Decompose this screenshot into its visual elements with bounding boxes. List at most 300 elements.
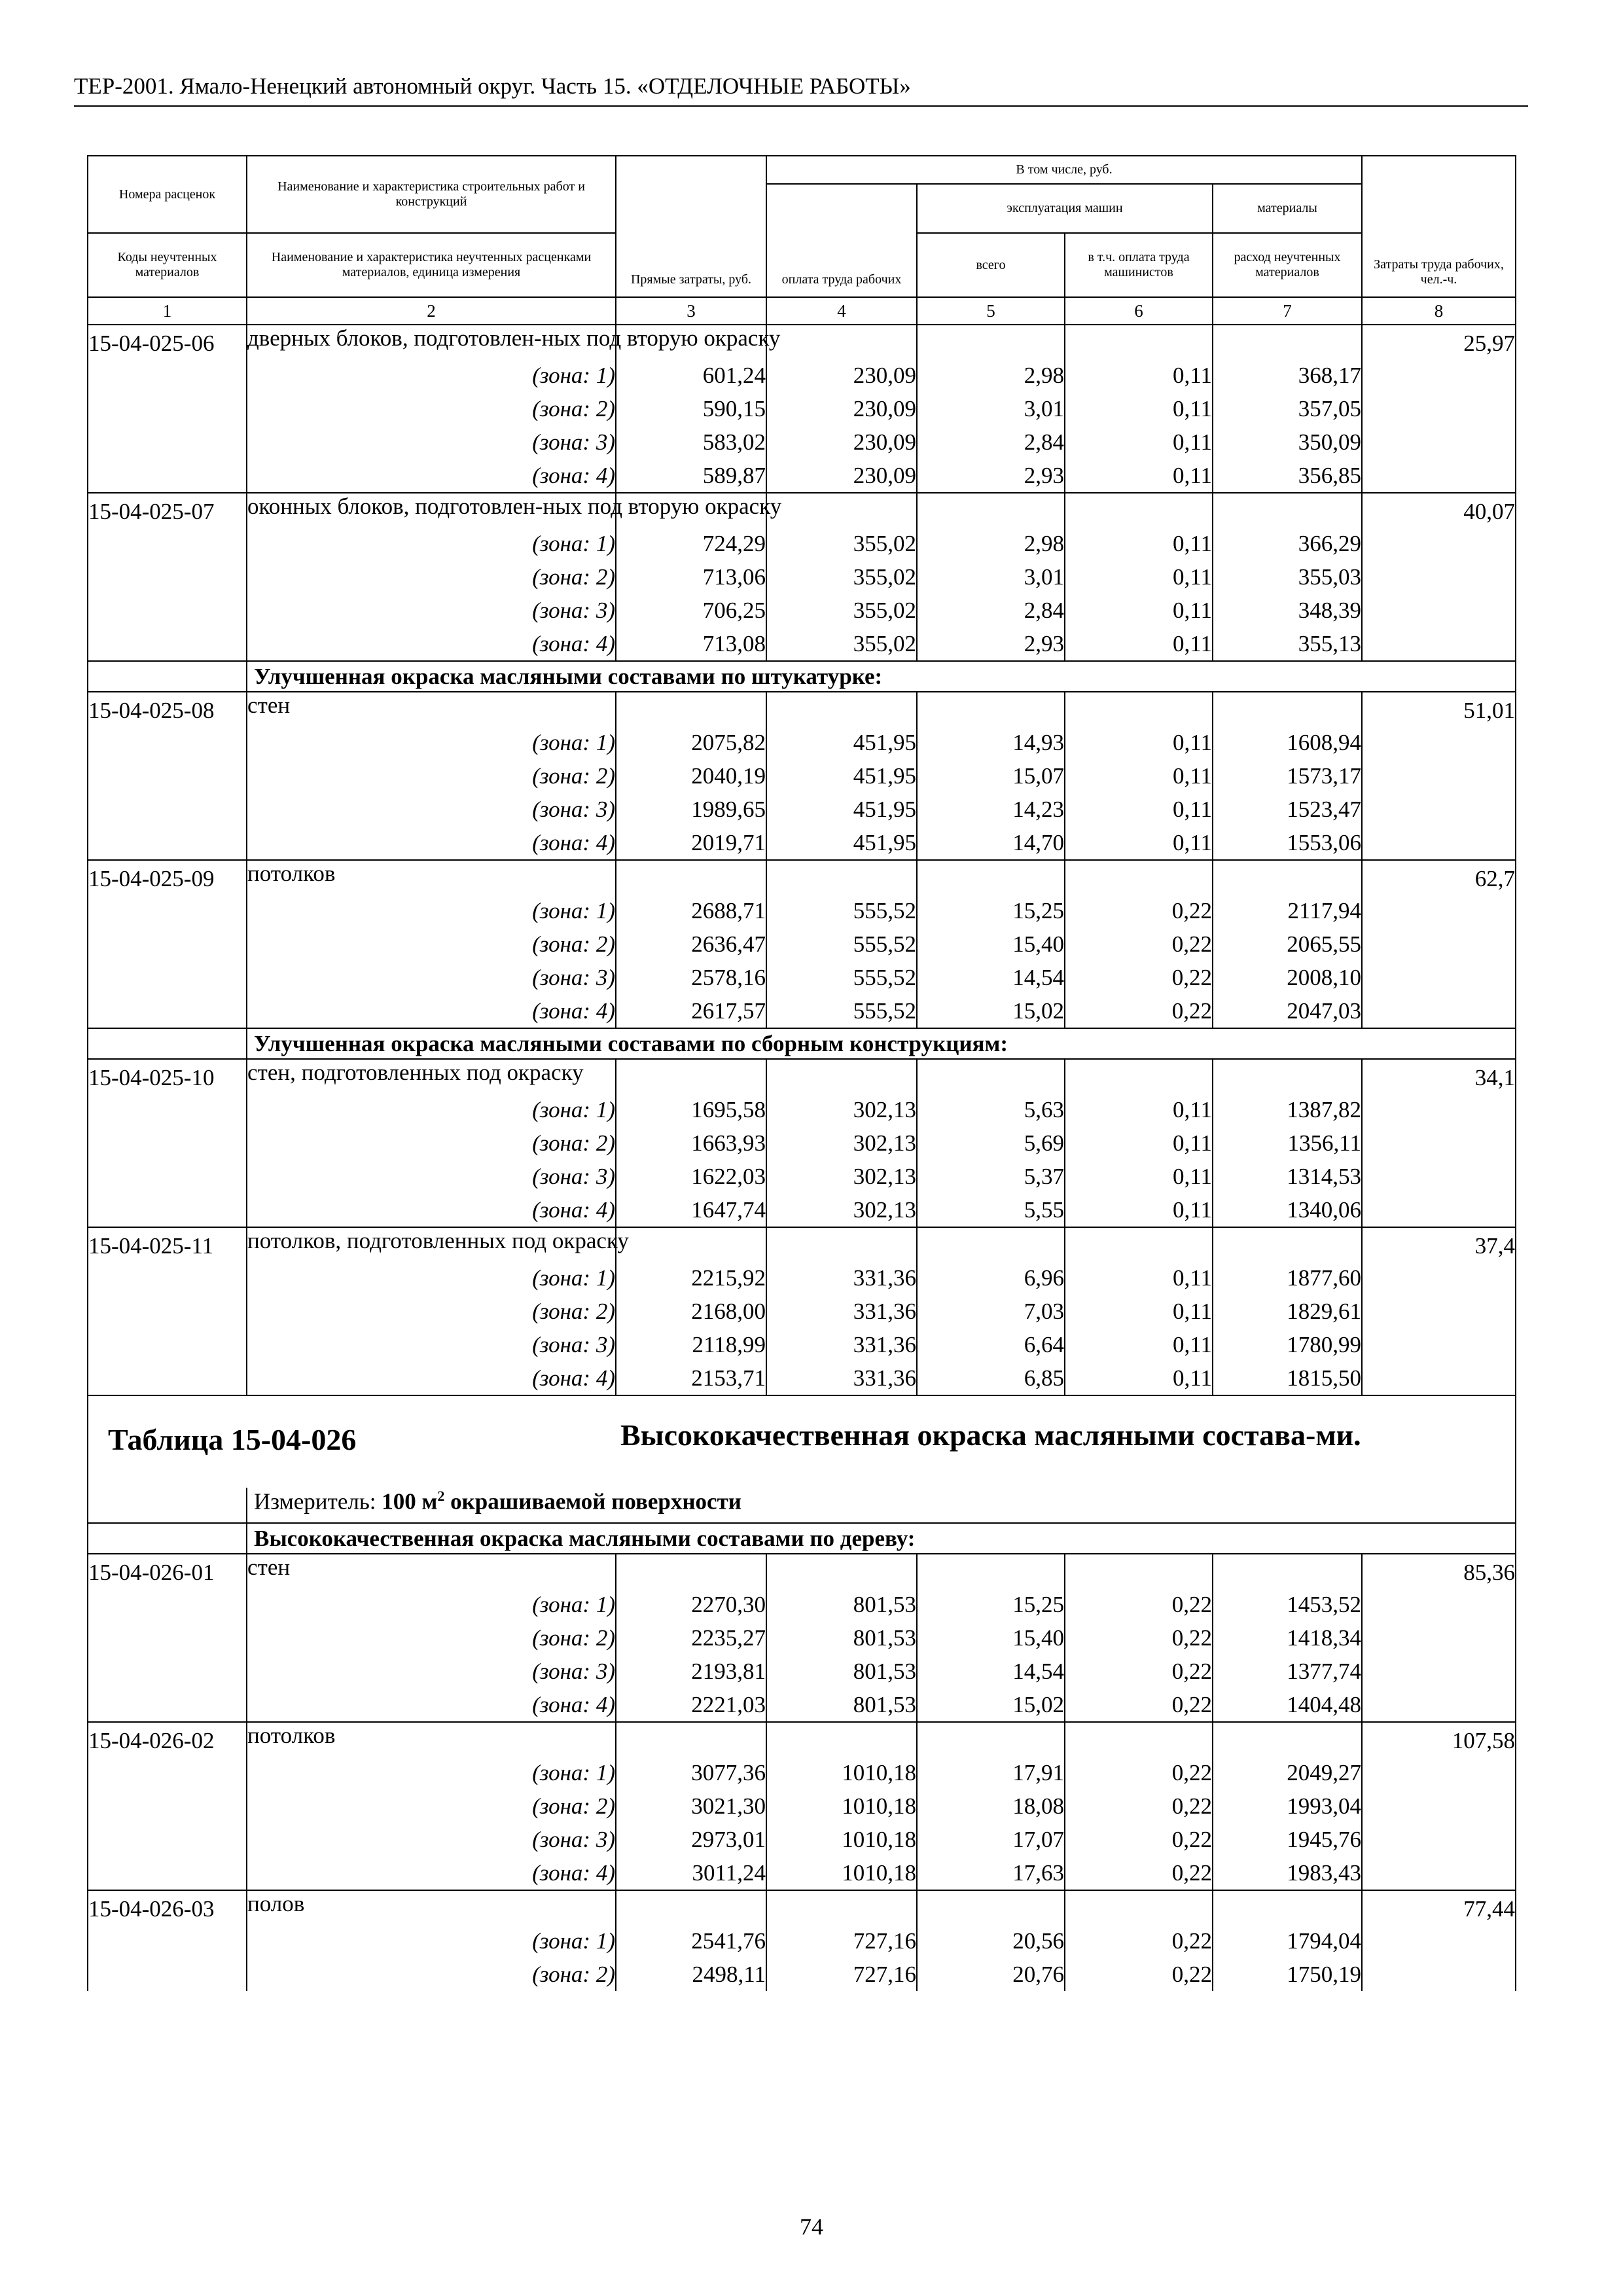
empty-cell [917,1554,1065,1588]
rates-table [87,155,1516,1991]
section-code-cell [88,1028,247,1059]
section-title: Высококачественная окраска масляными составами по дереву: [247,1523,1516,1554]
rate-code: 15-04-026-03 [88,1890,247,1991]
empty-cell [616,860,766,894]
machinists-wage: 0,11 [1065,726,1213,759]
machinists-wage: 0,22 [1065,994,1213,1028]
zone-row [88,425,1516,459]
machinists-wage: 0,11 [1065,1093,1213,1126]
empty-cell [766,1722,917,1756]
empty-cell [1213,1722,1362,1756]
machines-total: 6,96 [917,1261,1065,1295]
materials-cost: 1993,04 [1213,1789,1362,1823]
machinists-wage: 0,22 [1065,1823,1213,1856]
direct-costs: 2193,81 [616,1655,766,1688]
zone-row [88,1958,1516,1991]
worker-wage: 1010,18 [766,1856,917,1890]
column-number: 4 [766,297,917,325]
zone-label: (зона: 2) [247,1126,616,1160]
labor-costs-header: Затраты труда рабочих, чел.-ч. [1362,156,1516,297]
worker-wage: 230,09 [766,459,917,493]
empty-cell [917,325,1065,359]
measurement-value: 100 м [382,1488,438,1515]
zone-row [88,359,1516,392]
zone-row [88,1295,1516,1328]
col1-top-header: Номера расценок [88,156,247,233]
zone-row [88,1655,1516,1688]
materials-cost: 1780,99 [1213,1328,1362,1361]
zone-label: (зона: 3) [247,1328,616,1361]
worker-wage: 302,13 [766,1126,917,1160]
rate-row [88,1890,1516,1924]
direct-costs: 601,24 [616,359,766,392]
direct-costs: 2153,71 [616,1361,766,1395]
machinists-wage: 0,11 [1065,560,1213,594]
machines-total-header: всего [917,233,1065,297]
machines-total: 18,08 [917,1789,1065,1823]
zone-label: (зона: 3) [247,1823,616,1856]
machines-total: 14,54 [917,1655,1065,1688]
col2-bottom-header: Наименование и характеристика неучтенных расценками материалов, единица измерения [247,233,616,297]
labor-costs: 34,1 [1362,1059,1516,1227]
zone-row [88,759,1516,793]
column-number: 1 [88,297,247,325]
machines-total: 15,40 [917,1621,1065,1655]
empty-cell [766,692,917,726]
zone-row [88,560,1516,594]
worker-wage: 331,36 [766,1361,917,1395]
direct-costs: 583,02 [616,425,766,459]
zone-label: (зона: 1) [247,1093,616,1126]
rate-description: потолков, подготовленных под окраску [247,1227,616,1261]
machines-total: 17,63 [917,1856,1065,1890]
measurement-suffix: окрашиваемой поверхности [444,1488,741,1515]
machinists-wage: 0,11 [1065,459,1213,493]
column-number: 5 [917,297,1065,325]
direct-costs: 3011,24 [616,1856,766,1890]
materials-cost: 355,13 [1213,627,1362,661]
materials-cost: 350,09 [1213,425,1362,459]
direct-costs: 1989,65 [616,793,766,826]
worker-wage: 451,95 [766,726,917,759]
worker-wage: 230,09 [766,425,917,459]
zone-label: (зона: 4) [247,994,616,1028]
direct-costs: 2541,76 [616,1924,766,1958]
empty-cell [1065,325,1213,359]
section-code-cell [88,1523,247,1554]
zone-row [88,627,1516,661]
machinists-wage: 0,22 [1065,1756,1213,1789]
materials-cost: 2117,94 [1213,894,1362,927]
worker-wage: 1010,18 [766,1756,917,1789]
materials-cost: 1815,50 [1213,1361,1362,1395]
empty-cell [616,1890,766,1924]
direct-costs: 2973,01 [616,1823,766,1856]
col2-top-header: Наименование и характеристика строительных работ и конструкций [247,156,616,233]
empty-cell [1065,1227,1213,1261]
direct-costs: 2118,99 [616,1328,766,1361]
empty-cell [917,1227,1065,1261]
section-row [88,1028,1516,1059]
direct-costs: 1647,74 [616,1193,766,1227]
empty-cell [917,692,1065,726]
machines-total: 5,63 [917,1093,1065,1126]
empty-cell [766,325,917,359]
labor-costs: 107,58 [1362,1722,1516,1890]
machinists-wage: 0,22 [1065,927,1213,961]
worker-wage: 727,16 [766,1924,917,1958]
machines-total: 2,93 [917,459,1065,493]
materials-cost: 357,05 [1213,392,1362,425]
empty-cell [1213,692,1362,726]
rate-row [88,692,1516,726]
zone-row [88,1924,1516,1958]
rate-code: 15-04-025-10 [88,1059,247,1227]
labor-costs: 25,97 [1362,325,1516,493]
zone-label: (зона: 4) [247,1856,616,1890]
table-heading-row [88,1395,1516,1488]
empty-cell [917,493,1065,527]
machinists-wage: 0,11 [1065,1328,1213,1361]
zone-label: (зона: 2) [247,1958,616,1991]
column-number: 6 [1065,297,1213,325]
empty-cell [766,860,917,894]
machines-total: 20,56 [917,1924,1065,1958]
column-number: 3 [616,297,766,325]
zone-label: (зона: 3) [247,425,616,459]
worker-wage: 1010,18 [766,1789,917,1823]
machinists-wage: 0,22 [1065,1588,1213,1621]
empty-cell [616,692,766,726]
zone-label: (зона: 1) [247,1588,616,1621]
direct-costs: 1622,03 [616,1160,766,1193]
empty-cell [1213,493,1362,527]
worker-wage: 230,09 [766,392,917,425]
worker-wage: 302,13 [766,1093,917,1126]
machinists-wage: 0,11 [1065,1126,1213,1160]
materials-cost: 1794,04 [1213,1924,1362,1958]
rate-description: стен [247,692,616,726]
direct-costs: 2617,57 [616,994,766,1028]
machines-total: 5,69 [917,1126,1065,1160]
column-number: 2 [247,297,616,325]
rate-description: оконных блоков, подготовлен-ных под вторую окраску [247,493,616,527]
machines-total: 15,07 [917,759,1065,793]
zone-label: (зона: 4) [247,1193,616,1227]
direct-costs: 2215,92 [616,1261,766,1295]
page-header: ТЕР-2001. Ямало-Ненецкий автономный округ. Часть 15. «ОТДЕЛОЧНЫЕ РАБОТЫ» [74,73,911,99]
worker-wage: 230,09 [766,359,917,392]
worker-wage: 302,13 [766,1193,917,1227]
materials-cost: 368,17 [1213,359,1362,392]
zone-row [88,1856,1516,1890]
zone-row [88,894,1516,927]
section-code-cell [88,661,247,692]
zone-row [88,594,1516,627]
zone-label: (зона: 2) [247,1621,616,1655]
table-title: Высококачественная окраска масляными состава-ми. [620,1418,1361,1452]
header-rule [74,105,1528,107]
materials-cost: 366,29 [1213,527,1362,560]
machines-total: 2,84 [917,425,1065,459]
direct-costs: 589,87 [616,459,766,493]
zone-row [88,1789,1516,1823]
direct-costs: 1663,93 [616,1126,766,1160]
materials-cost: 1404,48 [1213,1688,1362,1722]
worker-wage: 801,53 [766,1688,917,1722]
rate-description: стен [247,1554,616,1588]
empty-cell [1065,860,1213,894]
materials-cost: 2065,55 [1213,927,1362,961]
empty-cell [616,1722,766,1756]
direct-costs: 2168,00 [616,1295,766,1328]
materials-cost: 1314,53 [1213,1160,1362,1193]
zone-label: (зона: 2) [247,560,616,594]
machinists-wage: 0,11 [1065,793,1213,826]
zone-row [88,459,1516,493]
rate-row [88,1722,1516,1756]
machinists-wage: 0,22 [1065,1856,1213,1890]
machines-total: 14,70 [917,826,1065,860]
direct-costs: 2075,82 [616,726,766,759]
rate-description: полов [247,1890,616,1924]
measurement-row [88,1488,1516,1523]
rate-description: стен, подготовленных под окраску [247,1059,616,1093]
zone-label: (зона: 4) [247,459,616,493]
measurement-exponent: 2 [437,1488,445,1504]
machinists-wage: 0,11 [1065,392,1213,425]
direct-costs-header: Прямые затраты, руб. [616,156,766,297]
machines-total: 2,84 [917,594,1065,627]
section-title: Улучшенная окраска масляными составами по штукатурке: [247,661,1516,692]
empty-cell [1065,692,1213,726]
empty-cell [1213,325,1362,359]
materials-cost: 356,85 [1213,459,1362,493]
machinists-wage: 0,22 [1065,1789,1213,1823]
labor-costs: 40,07 [1362,493,1516,661]
machinists-wage: 0,11 [1065,425,1213,459]
machines-total: 2,93 [917,627,1065,661]
materials-cost: 1453,52 [1213,1588,1362,1621]
zone-row [88,793,1516,826]
machines-total: 3,01 [917,560,1065,594]
empty-cell [917,1890,1065,1924]
empty-cell [1213,1227,1362,1261]
labor-costs: 77,44 [1362,1890,1516,1991]
machines-total: 5,37 [917,1160,1065,1193]
direct-costs: 706,25 [616,594,766,627]
zone-label: (зона: 1) [247,1924,616,1958]
rate-code: 15-04-025-09 [88,860,247,1028]
table-heading [88,1395,1516,1488]
worker-wage: 555,52 [766,994,917,1028]
machines-total: 20,76 [917,1958,1065,1991]
zone-row [88,1621,1516,1655]
zone-row [88,1328,1516,1361]
direct-costs: 2578,16 [616,961,766,994]
worker-wage: 555,52 [766,927,917,961]
zone-row [88,726,1516,759]
machines-total: 14,93 [917,726,1065,759]
zone-label: (зона: 3) [247,961,616,994]
materials-cost: 1523,47 [1213,793,1362,826]
worker-wage: 801,53 [766,1621,917,1655]
machinists-wage: 0,11 [1065,627,1213,661]
column-number: 7 [1213,297,1362,325]
zone-row [88,826,1516,860]
rate-code: 15-04-026-01 [88,1554,247,1722]
materials-cost: 1387,82 [1213,1093,1362,1126]
machinists-wage: 0,22 [1065,1655,1213,1688]
rate-row [88,325,1516,359]
machinists-wage: 0,22 [1065,1688,1213,1722]
materials-cost: 1356,11 [1213,1126,1362,1160]
worker-wage: 555,52 [766,961,917,994]
direct-costs: 1695,58 [616,1093,766,1126]
empty-cell [1213,1059,1362,1093]
machines-total: 14,54 [917,961,1065,994]
machinists-wage: 0,11 [1065,527,1213,560]
zone-label: (зона: 2) [247,927,616,961]
zone-label: (зона: 1) [247,1261,616,1295]
empty-cell [917,860,1065,894]
empty-cell [766,493,917,527]
worker-wage: 801,53 [766,1588,917,1621]
rate-description: потолков [247,1722,616,1756]
zone-label: (зона: 1) [247,359,616,392]
measurement-code-cell [88,1488,247,1523]
materials-cost: 2047,03 [1213,994,1362,1028]
direct-costs: 2270,30 [616,1588,766,1621]
zone-row [88,1261,1516,1295]
zone-label: (зона: 2) [247,392,616,425]
empty-cell [1213,1554,1362,1588]
machinists-wage: 0,22 [1065,894,1213,927]
zone-row [88,1361,1516,1395]
empty-cell [1213,1890,1362,1924]
empty-cell [766,1554,917,1588]
zone-row [88,527,1516,560]
machinists-wage: 0,22 [1065,1924,1213,1958]
zone-row [88,1193,1516,1227]
rate-row [88,1227,1516,1261]
machines-total: 5,55 [917,1193,1065,1227]
worker-wage: 451,95 [766,793,917,826]
zone-row [88,1160,1516,1193]
rate-row [88,1554,1516,1588]
zone-row [88,1588,1516,1621]
machines-total: 2,98 [917,527,1065,560]
rate-row [88,1059,1516,1093]
zone-label: (зона: 4) [247,826,616,860]
empty-cell [616,1059,766,1093]
labor-costs: 37,4 [1362,1227,1516,1395]
zone-row [88,1688,1516,1722]
direct-costs: 3077,36 [616,1756,766,1789]
zone-row [88,392,1516,425]
machines-total: 17,91 [917,1756,1065,1789]
worker-wage: 555,52 [766,894,917,927]
table-number: Таблица 15-04-026 [108,1423,357,1456]
col1-bottom-header: Коды неучтенных материалов [88,233,247,297]
direct-costs: 3021,30 [616,1789,766,1823]
zone-row [88,1823,1516,1856]
zone-row [88,1756,1516,1789]
worker-wage: 451,95 [766,826,917,860]
materials-cost: 1877,60 [1213,1261,1362,1295]
empty-cell [616,1227,766,1261]
empty-cell [1065,493,1213,527]
materials-cost: 2008,10 [1213,961,1362,994]
direct-costs: 2221,03 [616,1688,766,1722]
zone-label: (зона: 1) [247,726,616,759]
machinists-wage: 0,11 [1065,826,1213,860]
machinists-wage: 0,11 [1065,1160,1213,1193]
machines-total: 6,85 [917,1361,1065,1395]
rate-row [88,860,1516,894]
incl-header: В том числе, руб. [766,156,1362,184]
machines-total: 2,98 [917,359,1065,392]
rate-code: 15-04-025-08 [88,692,247,860]
materials-cost: 1573,17 [1213,759,1362,793]
machinists-wage-header: в т.ч. оплата труда машинистов [1065,233,1213,297]
worker-wage: 801,53 [766,1655,917,1688]
rate-code: 15-04-026-02 [88,1722,247,1890]
zone-label: (зона: 3) [247,1160,616,1193]
direct-costs: 2019,71 [616,826,766,860]
measurement-unit [247,1488,1516,1523]
machines-total: 14,23 [917,793,1065,826]
worker-wage: 355,02 [766,627,917,661]
worker-wage: 331,36 [766,1295,917,1328]
worker-wage: 727,16 [766,1958,917,1991]
direct-costs: 2040,19 [616,759,766,793]
zone-label: (зона: 2) [247,1789,616,1823]
machinists-wage: 0,22 [1065,1621,1213,1655]
worker-wage: 451,95 [766,759,917,793]
zone-label: (зона: 1) [247,1756,616,1789]
materials-cost: 1377,74 [1213,1655,1362,1688]
materials-cost: 1829,61 [1213,1295,1362,1328]
measurement-prefix: Измеритель: [254,1488,382,1515]
machines-total: 15,25 [917,894,1065,927]
materials-cost: 1340,06 [1213,1193,1362,1227]
machines-total: 6,64 [917,1328,1065,1361]
column-number: 8 [1362,297,1516,325]
rate-description: дверных блоков, подготовлен-ных под вторую окраску [247,325,616,359]
direct-costs: 2498,11 [616,1958,766,1991]
worker-wage: 331,36 [766,1328,917,1361]
zone-label: (зона: 1) [247,527,616,560]
worker-wage: 302,13 [766,1160,917,1193]
machines-total: 15,02 [917,1688,1065,1722]
column-numbers-row [88,297,1516,325]
machinists-wage: 0,22 [1065,961,1213,994]
direct-costs: 713,08 [616,627,766,661]
empty-cell [1065,1890,1213,1924]
section-title: Улучшенная окраска масляными составами по сборным конструкциям: [247,1028,1516,1059]
machinists-wage: 0,11 [1065,1361,1213,1395]
materials-cost: 1945,76 [1213,1823,1362,1856]
empty-cell [917,1059,1065,1093]
zone-row [88,1126,1516,1160]
zone-label: (зона: 4) [247,1361,616,1395]
empty-cell [766,1059,917,1093]
rate-code: 15-04-025-06 [88,325,247,493]
labor-costs: 62,7 [1362,860,1516,1028]
zone-label: (зона: 2) [247,1295,616,1328]
worker-wage: 355,02 [766,594,917,627]
